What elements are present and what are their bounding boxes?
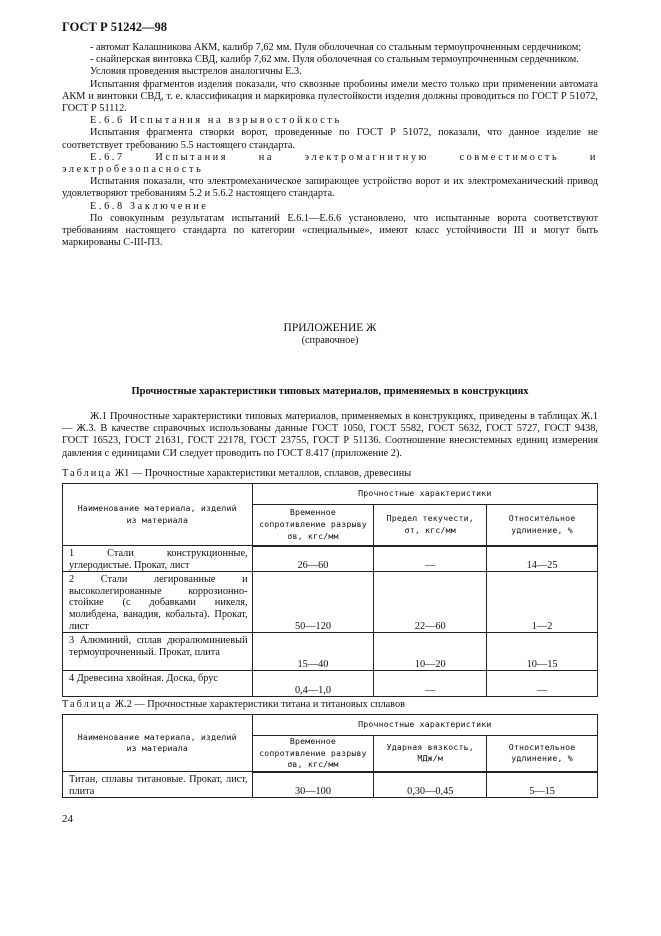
- table1-row-a: 50—120: [252, 572, 374, 633]
- table-row: [63, 633, 598, 671]
- table1-caption: [62, 468, 598, 479]
- table1-row-c: 10—15: [487, 633, 598, 671]
- table1-row-a: 26—60: [252, 546, 374, 572]
- table1-row-name: 1 Стали конструкционные, углеродистые. Прокат, лист: [63, 546, 253, 572]
- table1-row-c: 14—25: [487, 546, 598, 572]
- appendix-paragraph-block: [62, 411, 598, 460]
- table1-row-b: —: [374, 671, 487, 697]
- table1-row-name: 3 Алюминий, сплав дюралюминиевый термоупрочненный. Прокат, плита: [63, 633, 253, 671]
- table2-row-b: 0,30—0,45: [374, 772, 487, 798]
- table1-row-c: 1—2: [487, 572, 598, 633]
- intro-paragraph: Условия проведения выстрелов аналогичны Е.3.: [90, 66, 302, 78]
- table1-col-c: Относительное удлинение, %: [487, 505, 598, 546]
- table2: [62, 714, 598, 798]
- section-heading-e67: Е.6.7 Испытания на электромагнитную совместимость и электробезопасность: [62, 151, 598, 176]
- table1-row-b: —: [374, 546, 487, 572]
- table1-title: Ж1 — Прочностные характеристики металлов, сплавов, древесины: [114, 468, 412, 479]
- table1-group-header: Прочностные характеристики: [252, 484, 597, 505]
- appendix-subtitle: (справочное): [301, 335, 359, 346]
- appendix-title: ПРИЛОЖЕНИЕ Ж: [283, 322, 377, 334]
- table1: [62, 483, 598, 697]
- table2-col-material: Наименование материала, изделий из материала: [63, 715, 253, 772]
- intro-paragraph: - снайперская винтовка СВД, калибр 7,62 мм. Пуля оболочечная со стальным термоупрочненным сердечником.: [90, 54, 579, 66]
- appendix-paragraph: Ж.1 Прочностные характеристики типовых материалов, применяемых в конструкциях, приведены в таблицах Ж.1 — Ж.3. В качестве справочных использованы данные ГОСТ 1050, ГОСТ 5582, ГОСТ 5632, ГОСТ 5727, ГОСТ 9438, ГОСТ 16523, ГОСТ 21631, ГОСТ 22178, ГОСТ 23755, ГОСТ Р 51136. Соотношение внесистемных единиц измерения давления с единицами СИ следует проводить по ГОСТ 8.417 (приложение 2).: [62, 411, 598, 459]
- intro-paragraph: - автомат Калашникова АКМ, калибр 7,62 мм. Пуля оболочечная со стальным термоупрочненным сердечником;: [90, 42, 582, 53]
- table1-row-name: 2 Стали легированные и высоколегированные коррозионно-стойкие (с добавками никеля, молибдена, ванадия, кобальта). Прокат, лист: [63, 572, 253, 633]
- table1-row-name: 4 Древесина хвойная. Доска, брус: [63, 671, 253, 697]
- table2-row-c: 5—15: [487, 772, 598, 798]
- table2-col-a: Временное сопротивление разрыву σв, кгс/мм: [252, 736, 374, 772]
- table2-title: Ж.2 — Прочностные характеристики титана и титановых сплавов: [114, 699, 405, 710]
- intro-paragraph: Испытания фрагментов изделия показали, что сквозные пробоины имели место только при применении автомата АКМ и винтовки СВД, т. е. классификация и маркировка пулестойкости изделия должны проводиться по ГОСТ Р 51072, ГОСТ Р 51112.: [62, 78, 598, 115]
- table1-col-a: Временное сопротивление разрыву σв, кгс/мм: [252, 505, 374, 546]
- table2-group-header: Прочностные характеристики: [252, 715, 597, 736]
- table-row: [63, 772, 598, 798]
- table1-row-a: 15—40: [252, 633, 374, 671]
- appendix-heading: Прочностные характеристики типовых материалов, применяемых в конструкциях: [131, 386, 529, 397]
- table1-label: Таблица: [62, 468, 113, 479]
- section-text-e66: Испытания фрагмента створки ворот, проведенные по ГОСТ Р 51072, показали, что данное изделие не соответствует требованию 5.5 настоящего стандарта.: [62, 127, 598, 151]
- section-heading-e66: Е.6.6 Испытания на взрывостойкость: [90, 115, 342, 127]
- table-row: [63, 546, 598, 572]
- table1-row-b: 22—60: [374, 572, 487, 633]
- table2-caption: [62, 699, 598, 710]
- table2-label: Таблица: [62, 699, 113, 710]
- table2-col-b: Ударная вязкость, МДж/м: [374, 736, 487, 772]
- table2-row-name: Титан, сплавы титановые. Прокат, лист, плита: [63, 772, 253, 798]
- table-row: [63, 572, 598, 633]
- table1-row-a: 0,4—1,0: [252, 671, 374, 697]
- section-heading-e68: Е.6.8 Заключение: [90, 200, 209, 212]
- section-text-e67: Испытания показали, что электромеханическое запирающее устройство ворот и их электромеханический привод удовлетворяют требованиям 5.2 и 5.6.2 настоящего стандарта.: [62, 176, 598, 200]
- doc-header: ГОСТ Р 51242—98: [62, 20, 168, 34]
- table1-col-material: Наименование материала, изделий из материала: [63, 484, 253, 546]
- intro-block: [62, 42, 598, 249]
- table1-row-b: 10—20: [374, 633, 487, 671]
- section-text-e68: По совокупным результатам испытаний Е.6.1—Е.6.6 установлено, что испытанные ворота соответствуют требованиям настоящего стандарта по категории «специальные», имеют класс устойчивости III и могут быть маркированы С-III-П3.: [62, 212, 598, 249]
- table1-col-b: Предел текучести, σт, кгс/мм: [374, 505, 487, 546]
- table-row: [63, 671, 598, 697]
- table2-col-c: Относительное удлинение, %: [487, 736, 598, 772]
- page-number: 24: [62, 813, 73, 825]
- table2-row-a: 30—100: [252, 772, 374, 798]
- table1-row-c: —: [487, 671, 598, 697]
